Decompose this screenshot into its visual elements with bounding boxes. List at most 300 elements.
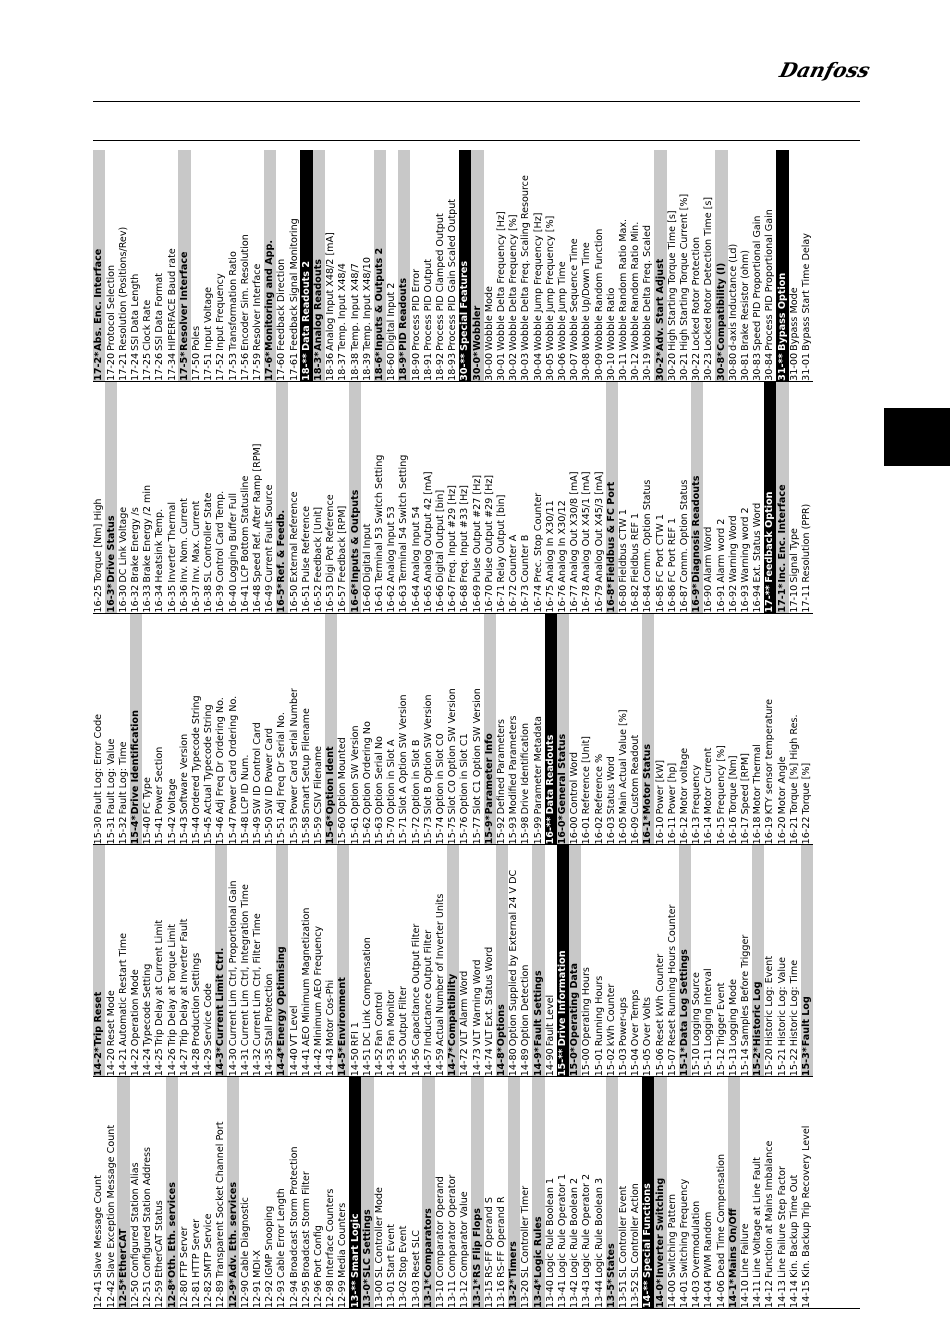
parameter-code: 16-16 bbox=[727, 816, 739, 845]
parameter-group-row bbox=[130, 614, 142, 845]
parameter-code: 14-22 bbox=[129, 1048, 141, 1077]
parameter-name: Historic Log: Time bbox=[788, 959, 800, 1047]
parameter-code: 14-73 bbox=[471, 1048, 483, 1077]
parameter-name: Drive Information bbox=[557, 950, 569, 1047]
parameter-row bbox=[593, 845, 605, 1076]
parameter-code: 15-30 bbox=[93, 816, 105, 845]
parameter-group-row bbox=[117, 1077, 129, 1308]
parameter-row bbox=[606, 150, 618, 381]
parameter-name: Fault Log: Value bbox=[105, 738, 117, 815]
parameter-name: Analog Input X48/2 [mA] bbox=[325, 232, 337, 351]
parameter-row bbox=[496, 150, 508, 381]
parameter-code: 16-0* bbox=[557, 815, 569, 845]
parameter-code: 16-85 bbox=[654, 584, 666, 613]
parameter-code: 14-53 bbox=[386, 1048, 398, 1077]
parameter-name: States bbox=[605, 1243, 617, 1278]
parameter-name: Temp. Input X48/10 bbox=[361, 257, 373, 351]
parameter-row bbox=[630, 150, 642, 381]
parameter-row bbox=[520, 382, 532, 613]
parameter-code: 30-03 bbox=[520, 352, 532, 381]
parameter-group-row bbox=[801, 845, 813, 1076]
parameter-group-row bbox=[508, 1077, 520, 1308]
parameter-code: 15-10 bbox=[691, 1048, 703, 1077]
parameter-name: Inductance Output Filter bbox=[422, 929, 434, 1047]
parameter-code: 16-67 bbox=[447, 584, 459, 613]
parameter-row bbox=[337, 150, 349, 381]
parameter-code: 12-89 bbox=[215, 1280, 227, 1308]
parameter-row bbox=[227, 382, 239, 613]
parameter-name: Terminal 53 Switch Setting bbox=[373, 454, 385, 583]
parameter-row bbox=[166, 150, 178, 381]
parameter-code: 12-96 bbox=[312, 1280, 324, 1308]
parameter-row bbox=[349, 845, 361, 1076]
parameter-code: 15-06 bbox=[654, 1048, 666, 1077]
parameter-name: Alarm word 2 bbox=[715, 518, 727, 583]
parameter-name: Wobble Delta Freq. Scaling Resource bbox=[520, 175, 532, 351]
parameter-name: Switching Frequency bbox=[679, 1178, 691, 1278]
parameter-name: Motor Cos-Phi bbox=[325, 979, 337, 1047]
parameter-row bbox=[581, 150, 593, 381]
parameter-name: Current Limit Ctrl. bbox=[215, 947, 227, 1047]
parameter-row bbox=[447, 614, 459, 845]
parameter-column bbox=[93, 382, 813, 614]
parameter-code: 16-39 bbox=[215, 584, 227, 613]
parameter-name: LCP ID Num. bbox=[239, 754, 251, 815]
parameter-row bbox=[606, 614, 618, 845]
parameter-name: Torque [%] bbox=[801, 762, 813, 815]
parameter-name: Comm. Option Status bbox=[679, 479, 691, 583]
parameter-code: 30-10 bbox=[605, 352, 617, 381]
table-top-rule bbox=[93, 140, 860, 141]
parameter-name: Prec. Stop Counter bbox=[532, 492, 544, 583]
parameter-row bbox=[569, 382, 581, 613]
parameter-name: Temp. Input X48/4 bbox=[337, 263, 349, 351]
parameter-code: 12-82 bbox=[203, 1280, 215, 1308]
parameter-name: Inverter Thermal bbox=[166, 502, 178, 583]
parameter-name: Fault Settings bbox=[532, 970, 544, 1047]
parameter-name: Logic Rule Operator 1 bbox=[557, 1173, 569, 1278]
parameter-code: 16-40 bbox=[227, 584, 239, 613]
parameter-row bbox=[545, 150, 557, 381]
parameter-name: High Starting Torque Time [s] bbox=[666, 210, 678, 351]
parameter-code: 15-49 bbox=[251, 816, 263, 845]
parameter-name: Brake Energy /s bbox=[129, 507, 141, 583]
parameter-name: Broadcast Storm Filter bbox=[300, 1171, 312, 1278]
parameter-name: Wobble Delta Frequency [Hz] bbox=[496, 211, 507, 351]
parameter-name: Fault Log: Time bbox=[117, 741, 129, 815]
parameter-column bbox=[93, 614, 813, 846]
parameter-name: Fault Level bbox=[544, 994, 556, 1047]
parameter-name: Frequency [%] bbox=[715, 745, 727, 815]
parameter-name: Analog In X30/12 bbox=[557, 500, 569, 583]
parameter-row bbox=[276, 150, 288, 381]
parameter-group-row bbox=[264, 150, 276, 381]
parameter-row bbox=[703, 382, 715, 613]
parameter-row bbox=[642, 382, 654, 613]
parameter-name: Reference [Unit] bbox=[581, 736, 593, 815]
parameter-code: 16-84 bbox=[642, 584, 654, 613]
parameter-code: 16-9* bbox=[691, 583, 703, 613]
parameter-code: 15-75 bbox=[447, 816, 459, 845]
parameter-row bbox=[154, 150, 166, 381]
parameter-row bbox=[691, 614, 703, 845]
parameter-code: 15-04 bbox=[630, 1048, 642, 1077]
parameter-name: Feedback Signal Monitoring bbox=[288, 218, 300, 351]
parameter-name: Wobble Random Ratio Min. bbox=[630, 221, 642, 351]
parameter-name: Environment bbox=[337, 977, 349, 1047]
parameter-code: 31-** bbox=[776, 353, 788, 381]
parameter-name: Resolver Interface bbox=[178, 251, 190, 351]
parameter-row bbox=[776, 845, 788, 1076]
parameter-row bbox=[459, 614, 471, 845]
parameter-row bbox=[422, 382, 434, 613]
parameter-code: 12-94 bbox=[288, 1280, 300, 1308]
parameter-row bbox=[642, 845, 654, 1076]
parameter-row bbox=[178, 845, 190, 1076]
parameter-row bbox=[191, 150, 203, 381]
parameter-name: Wobble Sequence Time bbox=[569, 238, 581, 351]
parameter-name: SL Controller Action bbox=[630, 1183, 642, 1278]
parameter-name: Analog Out X45/1 [mA] bbox=[581, 471, 593, 583]
parameter-code: 15-01 bbox=[593, 1048, 605, 1077]
parameter-name: Output Filter bbox=[398, 986, 410, 1047]
parameter-code: 15-43 bbox=[178, 816, 190, 845]
parameter-code: 13-00 bbox=[373, 1280, 385, 1308]
parameter-name: Resolution (Positions/Rev) bbox=[117, 226, 129, 351]
parameter-name: Option in Slot B bbox=[410, 739, 422, 815]
parameter-code: 12-92 bbox=[264, 1280, 276, 1308]
parameter-row bbox=[276, 1077, 288, 1308]
parameter-code: 30-04 bbox=[532, 352, 544, 381]
parameter-code: 15-6* bbox=[325, 815, 337, 845]
parameter-code: 12-8* bbox=[166, 1278, 178, 1308]
parameter-code: 14-21 bbox=[117, 1048, 129, 1077]
parameter-code: 15-42 bbox=[166, 816, 178, 845]
parameter-code: 16-57 bbox=[337, 584, 349, 613]
parameter-name: Diagnosis Readouts bbox=[691, 475, 703, 583]
parameter-name: Logging Buffer Full bbox=[227, 492, 239, 583]
parameter-code: 16-65 bbox=[422, 584, 434, 613]
parameter-row bbox=[435, 614, 447, 845]
parameter-name: Comparator Value bbox=[459, 1191, 471, 1278]
parameter-row bbox=[459, 1077, 471, 1308]
parameter-code: 14-89 bbox=[520, 1048, 532, 1077]
parameter-main-group-row bbox=[642, 1077, 654, 1308]
parameter-name: Motor Thermal bbox=[752, 744, 764, 815]
parameter-row bbox=[386, 845, 398, 1076]
parameter-code: 15-46 bbox=[215, 816, 227, 845]
parameter-code: 13-51 bbox=[618, 1280, 630, 1308]
parameter-name: Over Temps bbox=[630, 989, 642, 1047]
parameter-name: EtherCAT Status bbox=[154, 1200, 166, 1278]
parameter-name: Wobble Random Function bbox=[593, 228, 605, 351]
parameter-code: 14-01 bbox=[679, 1280, 691, 1308]
parameter-code: 17-24 bbox=[129, 352, 141, 381]
parameter-name: Transparent Socket Channel Port bbox=[215, 1121, 227, 1278]
parameter-code: 30-00 bbox=[483, 352, 495, 381]
parameter-name: Process PID Output bbox=[422, 258, 434, 351]
parameter-name: Capacitance Output Filter bbox=[410, 923, 422, 1047]
parameter-code: 16-48 bbox=[251, 584, 263, 613]
parameter-group-row bbox=[532, 1077, 544, 1308]
parameter-code: 18-92 bbox=[434, 352, 446, 381]
parameter-name: Start Event bbox=[386, 1224, 398, 1278]
parameter-name: Inputs & Outputs bbox=[349, 489, 361, 583]
parameter-code: 16-3* bbox=[105, 583, 117, 613]
parameter-row bbox=[654, 845, 666, 1076]
parameter-row bbox=[520, 150, 532, 381]
parameter-name: Torque [%] High Res. bbox=[788, 714, 800, 815]
parameter-name: Adj Freq Dr Ordering No. bbox=[215, 697, 227, 815]
parameter-code: 16-77 bbox=[569, 584, 581, 613]
parameter-name: Fieldbus CTW 1 bbox=[618, 509, 630, 583]
section-tab-marker bbox=[884, 408, 950, 466]
parameter-row bbox=[203, 150, 215, 381]
parameter-row bbox=[142, 382, 154, 613]
parameter-row bbox=[618, 382, 630, 613]
parameter-row bbox=[630, 845, 642, 1076]
parameter-row bbox=[337, 614, 349, 845]
parameter-name: Drive Identification bbox=[129, 710, 141, 815]
parameter-code: 16-05 bbox=[618, 816, 630, 845]
parameter-name: Slave Exception Message Count bbox=[105, 1124, 117, 1278]
parameter-group-row bbox=[471, 1077, 483, 1308]
parameter-name: Signal Type bbox=[788, 528, 800, 583]
parameter-name: Port Config bbox=[312, 1225, 324, 1278]
parameter-code: 15-47 bbox=[227, 816, 239, 845]
parameter-row bbox=[154, 614, 166, 845]
parameter-row bbox=[227, 845, 239, 1076]
parameter-code: 30-0* bbox=[471, 351, 483, 381]
parameter-name: Encoder Sim. Resolution bbox=[239, 234, 251, 351]
parameter-name: Drive Status bbox=[105, 515, 117, 583]
parameter-name: Slave Message Count bbox=[93, 1175, 105, 1278]
parameter-code: 15-93 bbox=[508, 816, 520, 845]
parameter-row bbox=[239, 1077, 251, 1308]
parameter-code: 16-68 bbox=[459, 584, 471, 613]
parameter-code: 14-42 bbox=[312, 1048, 324, 1077]
parameter-code: 16-91 bbox=[715, 584, 727, 613]
parameter-name: Slot A Option SW Version bbox=[398, 694, 410, 815]
parameter-code: 15-00 bbox=[581, 1048, 593, 1077]
parameter-row bbox=[630, 1077, 642, 1308]
parameter-row bbox=[435, 1077, 447, 1308]
parameter-name: Motor Angle bbox=[776, 756, 788, 815]
parameter-name: SSI Data Length bbox=[129, 273, 141, 351]
parameter-code: 15-45 bbox=[203, 816, 215, 845]
parameter-code: 13-16 bbox=[496, 1280, 507, 1308]
parameter-code: 17-25 bbox=[142, 352, 154, 381]
parameter-row bbox=[288, 1077, 300, 1308]
parameter-row bbox=[520, 614, 532, 845]
parameter-code: 18-91 bbox=[422, 352, 434, 381]
parameter-name: Input Voltage bbox=[203, 286, 215, 351]
danfoss-logo bbox=[772, 55, 873, 85]
parameter-name: Overmodulation bbox=[691, 1200, 703, 1278]
parameter-code: 14-32 bbox=[251, 1048, 263, 1077]
parameter-name: Actual Typecode String bbox=[203, 704, 215, 815]
parameter-name: Fault Log bbox=[801, 996, 813, 1047]
parameter-code: 15-99 bbox=[532, 816, 544, 845]
parameter-row bbox=[447, 382, 459, 613]
parameter-name: Power [kW] bbox=[654, 759, 666, 815]
parameter-code: 16-8* bbox=[605, 583, 617, 613]
parameter-row bbox=[496, 382, 508, 613]
parameter-code: 16-21 bbox=[788, 816, 800, 845]
parameter-code: 30-21 bbox=[679, 352, 691, 381]
parameter-code: 12-98 bbox=[325, 1280, 337, 1308]
parameter-name: Counter B bbox=[520, 534, 532, 583]
parameter-row bbox=[105, 845, 117, 1076]
parameter-name: DC Link Compensation bbox=[361, 937, 373, 1047]
parameter-code: 15-61 bbox=[349, 816, 361, 845]
parameter-main-group-row bbox=[349, 1077, 361, 1308]
parameter-name: Drive Identification bbox=[520, 722, 532, 815]
parameter-row bbox=[349, 150, 361, 381]
parameter-row bbox=[752, 1077, 764, 1308]
parameter-name: Current Lim Ctrl, Filter Time bbox=[251, 913, 263, 1047]
parameter-code: 16-14 bbox=[703, 816, 715, 845]
parameter-row bbox=[105, 614, 117, 845]
parameter-code: 14-25 bbox=[154, 1048, 166, 1077]
parameter-main-group-row bbox=[764, 382, 776, 613]
parameter-name: Power Card Serial Number bbox=[288, 688, 300, 815]
parameter-code: 14-27 bbox=[178, 1048, 190, 1077]
parameter-code: 15-07 bbox=[666, 1048, 678, 1077]
parameter-code: 16-** bbox=[544, 817, 556, 845]
parameter-row bbox=[715, 614, 727, 845]
parameter-code: 16-1* bbox=[642, 815, 654, 845]
parameter-code: 14-80 bbox=[508, 1048, 520, 1077]
parameter-code: 16-49 bbox=[264, 584, 276, 613]
parameter-code: 30-22 bbox=[691, 352, 703, 381]
parameter-group-row bbox=[105, 382, 117, 613]
parameter-code: 12-93 bbox=[276, 1280, 288, 1308]
parameter-name: RS-FF Operand R bbox=[496, 1196, 507, 1278]
parameter-code: 16-34 bbox=[154, 584, 166, 613]
parameter-name: Special Functions bbox=[642, 1183, 654, 1278]
parameter-code: 16-79 bbox=[593, 584, 605, 613]
parameter-name: Analog Readouts bbox=[312, 259, 324, 351]
parameter-code: 12-81 bbox=[190, 1280, 202, 1308]
parameter-code: 13-15 bbox=[483, 1280, 495, 1308]
parameter-code: 17-51 bbox=[203, 352, 215, 381]
parameter-name: Wobble Random Ratio Max. bbox=[618, 218, 630, 351]
parameter-group-row bbox=[569, 845, 581, 1076]
parameter-name: Current Fault Source bbox=[264, 484, 276, 583]
parameter-row bbox=[422, 845, 434, 1076]
parameter-name: Special Features bbox=[459, 260, 471, 351]
parameter-name: LCP Bottom Statusline bbox=[239, 475, 251, 583]
parameter-code: 13-1* bbox=[422, 1278, 434, 1308]
parameter-name: Production Settings bbox=[190, 952, 202, 1047]
parameter-name: MDI-X bbox=[251, 1249, 263, 1278]
parameter-code: 12-50 bbox=[129, 1280, 141, 1308]
parameter-row bbox=[764, 614, 776, 845]
parameter-row bbox=[276, 614, 288, 845]
parameter-row bbox=[801, 382, 813, 613]
parameter-main-group-row bbox=[776, 150, 788, 381]
parameter-row bbox=[93, 1077, 105, 1308]
parameter-code: 14-5* bbox=[337, 1047, 349, 1077]
parameter-code: 16-50 bbox=[288, 584, 300, 613]
parameter-code: 18-36 bbox=[325, 352, 337, 381]
parameter-group-row bbox=[557, 614, 569, 845]
parameter-name: Operation Mode bbox=[129, 969, 141, 1047]
parameter-code: 16-00 bbox=[569, 816, 581, 845]
parameter-code: 13-41 bbox=[557, 1280, 569, 1308]
parameter-name: Modified Parameters bbox=[508, 715, 520, 815]
parameter-row bbox=[508, 382, 520, 613]
parameter-code: 14-52 bbox=[373, 1048, 385, 1077]
parameter-code: 17-52 bbox=[215, 352, 227, 381]
parameter-column bbox=[93, 150, 813, 382]
parameter-row bbox=[313, 382, 325, 613]
parameter-name: Broadcast Storm Protection bbox=[288, 1146, 300, 1278]
parameter-row bbox=[142, 150, 154, 381]
parameter-name: FTP Server bbox=[178, 1226, 190, 1278]
parameter-name: Wobble Jump Time bbox=[557, 261, 569, 351]
parameter-name: VT Level bbox=[288, 1005, 300, 1047]
parameter-code: 14-51 bbox=[361, 1048, 373, 1077]
parameter-row bbox=[386, 614, 398, 845]
parameter-name: Relay Output [bin] bbox=[496, 494, 507, 583]
parameter-code: 12-42 bbox=[105, 1280, 117, 1308]
parameter-name: VLT Ext. Status Word bbox=[483, 946, 495, 1047]
parameter-code: 15-9* bbox=[483, 815, 495, 845]
parameter-code: 16-71 bbox=[496, 584, 507, 613]
parameter-row bbox=[410, 614, 422, 845]
parameter-row bbox=[630, 614, 642, 845]
parameter-row bbox=[520, 1077, 532, 1308]
parameter-code: 18-37 bbox=[337, 352, 349, 381]
parameter-name: Over Volts bbox=[642, 996, 654, 1047]
parameter-row bbox=[252, 845, 264, 1076]
parameter-code: 15-14 bbox=[740, 1048, 752, 1077]
parameter-group-row bbox=[691, 382, 703, 613]
parameter-code: 15-74 bbox=[434, 816, 446, 845]
parameter-code: 16-17 bbox=[740, 816, 752, 845]
parameter-row bbox=[361, 614, 373, 845]
parameter-row bbox=[93, 382, 105, 613]
parameter-code: 14-56 bbox=[410, 1048, 422, 1077]
parameter-code: 14-00 bbox=[666, 1280, 678, 1308]
parameter-code: 18-38 bbox=[349, 352, 361, 381]
parameter-row bbox=[740, 1077, 752, 1308]
parameter-code: 16-20 bbox=[776, 816, 788, 845]
parameter-row bbox=[691, 150, 703, 381]
parameter-name: Ref. & Feedb. bbox=[276, 509, 288, 583]
parameter-row bbox=[325, 382, 337, 613]
parameter-code: 17-60 bbox=[276, 352, 288, 381]
parameter-code: 16-33 bbox=[142, 584, 154, 613]
parameter-code: 31-00 bbox=[788, 352, 800, 381]
parameter-row bbox=[691, 845, 703, 1076]
parameter-name: High Starting Torque Current [%] bbox=[679, 193, 691, 351]
parameter-name: Wobble Up/Down Time bbox=[581, 242, 593, 351]
parameter-group-row bbox=[654, 1077, 666, 1308]
parameter-code: 16-86 bbox=[666, 584, 678, 613]
parameter-name: Historic Log: Value bbox=[776, 956, 788, 1047]
parameter-name: Pulse Output #29 [Hz] bbox=[483, 474, 495, 583]
parameter-name: Warning word 2 bbox=[740, 507, 752, 583]
parameter-row bbox=[386, 382, 398, 613]
parameter-row bbox=[471, 614, 483, 845]
parameter-row bbox=[337, 382, 349, 613]
parameter-name: Kin. Backup Trip Recovery Level bbox=[801, 1125, 813, 1278]
parameter-row bbox=[349, 614, 361, 845]
parameter-code: 16-74 bbox=[532, 584, 544, 613]
